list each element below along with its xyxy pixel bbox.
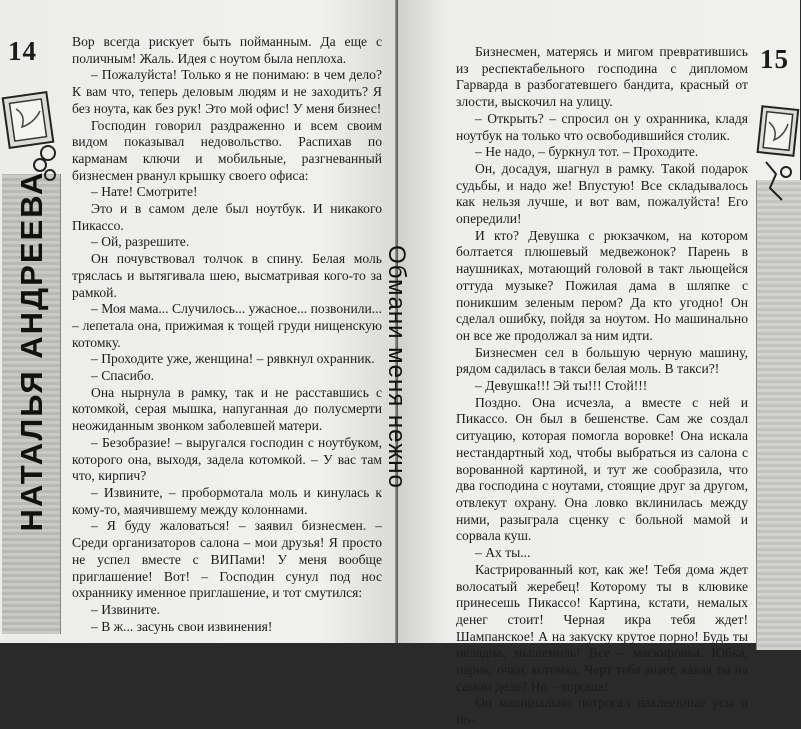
paragraph: – Девушка!!! Эй ты!!! Стой!!! [475,378,648,394]
paragraph: – Ах ты... [475,545,531,561]
paragraph: – Ой, разрешите. [91,234,190,250]
paragraph: Он машинально потрогал наклеенные усы и по- [456,695,748,728]
paragraph: – Пожалуйста! Только я не понимаю: в чем дело? К вам что, теперь деловым людям и не заходить? Я без ноута, как без рук! Это мой офис! У меня бизнес! [72,67,382,116]
left-page [0,0,398,643]
paragraph: Она нырнула в рамку, так и не расставшись с котомкой, серая мышка, напуганная до полусмерти неожиданным звонком заболевшей матери. [72,384,382,434]
paragraph: – Нате! Смотрите! [91,184,198,200]
page-number-left: 14 [8,36,37,66]
paragraph: И кто? Девушка с рюкзачком, на котором болтается плюшевый медвежонок? Парень в наушниках, мотающий головой в такт льющейся оттуда музыке? Пожилая дама в шляпке с поникшим зеленым пером? Да кто угодно! Он сделал ошибку, пойдя за ноутом. Но машинально он все же продолжал за ним идти. [456,227,748,343]
page-number-right: 15 [760,44,789,74]
paragraph: – Проходите уже, женщина! – рявкнул охранник. [91,351,375,367]
right-body-text [456,44,748,729]
paragraph: – Безобразие! – выругался господин с ноутбуком, которого она, выходя, задела котомкой. – У вас там что, кирпич? [72,434,382,484]
paragraph: Бизнесмен, матерясь и мигом превратившись из респектабельного господина с дипломом Гарварда в разбогатевшего бандита, красный от злости, выскочил на улицу. [456,44,748,110]
paragraph: Он почувствовал толчок в спину. Белая моль тряслась и вытягивала шею, высматривая кого-то за рамкой. [72,251,382,300]
right-margin-band [756,180,801,650]
paragraph: – Извините. [91,601,160,617]
author-name: НАТАЛЬЯ АНДРЕЕВА [14,170,49,532]
paragraph: – Моя мама... Случилось... ужасное... позвонили... – лепетала она, прижимая к тощей груди нищенскую котомку. [72,301,382,350]
paragraph: – Не надо, – буркнул тот. – Проходите. [475,144,699,160]
paragraph: Это и в самом деле был ноутбук. И никакого Пикассо. [72,201,382,233]
paragraph: – В ж... засунь свои извинения! [91,618,273,634]
paragraph: Он, досадуя, шагнул в рамку. Такой подарок судьбы, и надо же! Впустую! Все складывалось как нельзя лучше, и вот вам, пожалуйста! Его опередили! [456,160,748,227]
paragraph: Поздно. Она исчезла, а вместе с ней и Пикассо. Он был в бешенстве. Сам же создал ситуацию, которая помогла воровке! Она искала нестандартный ход, чтобы выбраться из салона с ворованной картиной, и тут же сообразила, что два господина с ноутами, стоящие друг за другом, отвлекут охрану. Она ловко вклинилась между ними, разыграла сценку с больной мамой и сорвала куш. [456,394,748,544]
paragraph: Бизнесмен сел в большую черную машину, рядом садилась в такси белая моль. В такси?! [456,344,748,377]
paragraph: – Извините, – пробормотала моль и кинулась к кому-то, маячившему между колоннами. [72,484,382,517]
left-body-text [72,34,382,635]
paragraph: Кастрированный кот, как же! Тебя дома ждет волосатый жеребец! Которому ты в клювике принесешь Пикассо! Картина, кстати, немалых денег стоит! Черная икра тебя ждет! Шампанское! А на закуску крутое порно! Будь ты неладна, мышемоль! Все – маскировка. Юбка, парик, очки, котомка. Черт тебя знает, какая ты на самом деле? Но – хороша! [456,561,748,694]
right-page [398,0,800,728]
paragraph: Вор всегда рискует быть пойманным. Да еще с поличным! Жаль. Идея с ноутом была неплоха. [72,34,382,66]
book-title: Обмани меня нежно [383,245,410,489]
frame-illustration-icon [756,100,800,210]
paragraph: – Спасибо. [91,368,154,384]
paragraph: Господин говорил раздраженно и всем своим видом показывал недовольство. Распихав по карманам ключи и мобильные, разгневанный бизнесмен рванул крышку своего офиса: [72,117,382,183]
paragraph: – Открыть? – спросил он у охранника, кладя ноутбук на только что освободившийся столик. [456,110,748,143]
paragraph: – Я буду жаловаться! – заявил бизнесмен. – Среди организаторов салона – мои друзья! Я просто не успел вместе с ВИПами! У меня вообще приглашение! Вот! – Господин сунул под нос охраннику именное приглашение, и тот смутился: [72,518,382,601]
